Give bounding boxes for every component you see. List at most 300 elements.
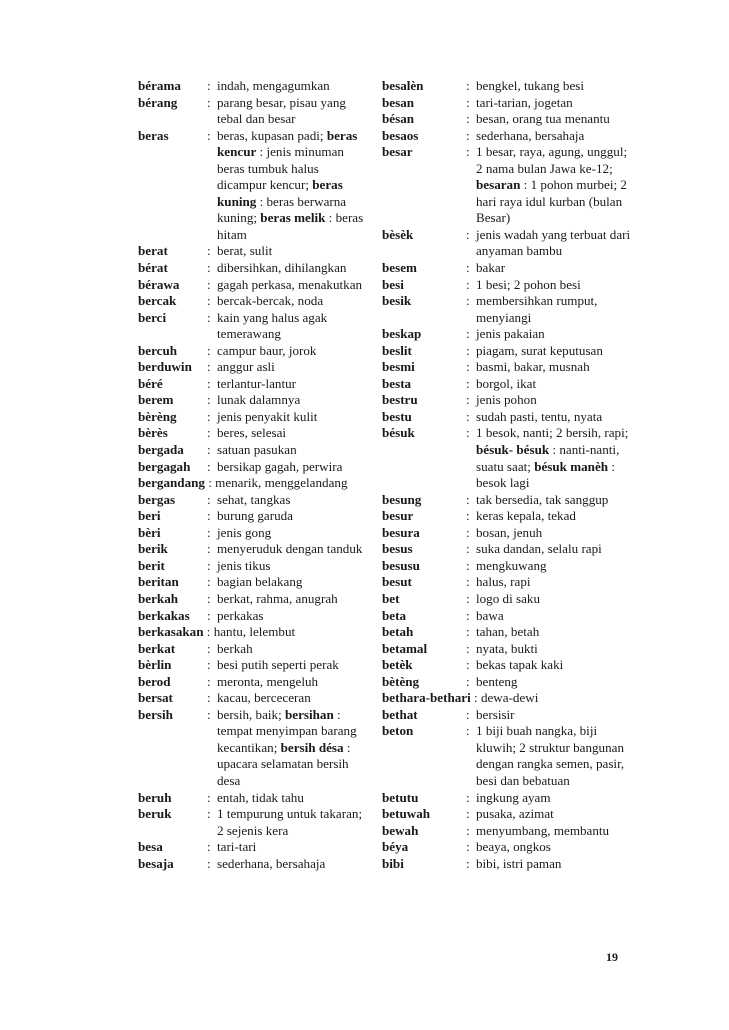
dictionary-entry	[138, 856, 370, 873]
entry-separator: :	[207, 375, 211, 391]
entry-definition: lunak dalamnya	[217, 392, 301, 408]
entry-definition: pusaka, azimat	[476, 806, 554, 822]
entry-definition: keras kepala, tekad	[476, 508, 576, 524]
entry-definition: bibi, istri paman	[476, 855, 562, 871]
entry-definition: jenis wadah yang terbuat dari anyaman bambu	[476, 226, 631, 259]
definition-text: beras, kupasan padi;	[217, 127, 327, 143]
dictionary-entry	[382, 574, 632, 591]
dictionary-entry	[138, 310, 370, 343]
entry-separator: :	[466, 508, 470, 524]
dictionary-entry	[138, 425, 370, 442]
entry-separator: :	[207, 293, 211, 309]
entry-separator: :	[466, 127, 470, 143]
dictionary-entry	[382, 111, 632, 128]
entry-separator: :	[466, 806, 470, 822]
entry-headword: bèsèk	[382, 226, 414, 242]
definition-text: : upacara selamatan bersih desa	[217, 739, 351, 788]
entry-separator: :	[466, 491, 470, 507]
entry-definition: jenis gong	[217, 524, 272, 540]
dictionary-entry	[382, 508, 632, 525]
definition-text: : nanti-nanti, suatu saat;	[476, 442, 620, 474]
entry-headword: beritan	[138, 574, 179, 590]
headword-text: berkasakan	[138, 624, 204, 640]
entry-headword: berci	[138, 309, 167, 325]
dictionary-entry	[138, 657, 370, 674]
entry-headword: bérang	[138, 94, 178, 110]
dictionary-entry	[138, 641, 370, 658]
dictionary-entry	[382, 293, 632, 326]
entry-headword: berem	[138, 392, 174, 408]
entry-definition: meronta, mengeluh	[217, 673, 319, 689]
dictionary-entry	[382, 525, 632, 542]
entry-headword: berat	[138, 243, 168, 259]
dictionary-entry	[382, 856, 632, 873]
definition-text: 1 besok, nanti; 2 bersih, rapi;	[476, 425, 629, 441]
entry-definition: perkakas	[217, 607, 264, 623]
entry-separator: :	[207, 359, 211, 375]
definition-text: : beras hitam	[217, 210, 364, 242]
entry-headword: bercak	[138, 293, 177, 309]
entry-separator: :	[466, 640, 470, 656]
dictionary-entry	[138, 790, 370, 807]
dictionary-entry	[382, 624, 632, 641]
entry-separator: :	[466, 855, 470, 871]
dictionary-entry	[138, 376, 370, 393]
entry-separator: :	[466, 574, 470, 590]
entry-separator: :	[207, 640, 211, 656]
entry-definition: besi putih seperti perak	[217, 657, 339, 673]
dictionary-entry	[382, 823, 632, 840]
entry-headword: bestru	[382, 392, 418, 408]
entry-headword: besem	[382, 260, 417, 276]
entry-definition: dewa-dewi	[480, 690, 539, 706]
entry-headword: besur	[382, 508, 414, 524]
dictionary-entry	[382, 839, 632, 856]
entry-separator: :	[466, 78, 470, 93]
definition-text: bersih, baik;	[217, 706, 286, 722]
entry-definition: jenis penyakit kulit	[217, 408, 318, 424]
dictionary-entry	[382, 392, 632, 409]
entry-definition: hantu, lelembut	[213, 624, 296, 640]
dictionary-entry	[138, 78, 370, 95]
entry-definition: tari-tarian, jogetan	[476, 94, 573, 110]
entry-separator: :	[207, 789, 211, 805]
sub-headword: bésuk manèh	[534, 458, 609, 474]
entry-definition: sederhana, bersahaja	[476, 127, 585, 143]
entry-definition: bercak-bercak, noda	[217, 293, 324, 309]
dictionary-entry	[382, 541, 632, 558]
entry-separator: :	[207, 260, 211, 276]
dictionary-entry	[382, 806, 632, 823]
entry-separator: :	[466, 326, 470, 342]
entry-definition: indah, mengagumkan	[217, 78, 330, 93]
dictionary-entry	[138, 409, 370, 426]
dictionary-entry	[138, 624, 370, 641]
entry-separator: :	[207, 491, 211, 507]
entry-separator: :	[466, 94, 470, 110]
dictionary-entry	[138, 574, 370, 591]
entry-definition: menarik, menggelandang	[215, 475, 348, 491]
entry-separator: :	[207, 78, 211, 93]
entry-separator: :	[466, 293, 470, 309]
sub-headword: bersih désa	[280, 739, 344, 755]
dictionary-entry	[138, 541, 370, 558]
entry-headword: bercuh	[138, 342, 178, 358]
entry-headword: besik	[382, 293, 412, 309]
definition-text: 1 besar, raya, agung, unggul; 2 nama bulan Jawa ke-12;	[476, 144, 628, 176]
entry-separator: :	[466, 657, 470, 673]
entry-headword: besi	[382, 276, 404, 292]
entry-headword: besan	[382, 94, 415, 110]
entry-headword: besta	[382, 375, 412, 391]
entry-headword: beskap	[382, 326, 422, 342]
entry-headword: besus	[382, 541, 413, 557]
entry-separator: :	[207, 690, 211, 706]
entry-headword: berkah	[138, 590, 179, 606]
entry-headword: bergas	[138, 491, 176, 507]
entry-definition: piagam, surat keputusan	[476, 342, 603, 358]
entry-definition: menyeruduk dengan tanduk	[217, 541, 363, 557]
entry-headword: bèrès	[138, 425, 168, 441]
entry-separator: :	[466, 607, 470, 623]
entry-separator: :	[207, 706, 211, 722]
dictionary-entry	[382, 558, 632, 575]
left-column	[138, 78, 370, 872]
sub-headword: beras melik	[260, 210, 326, 226]
entry-definition: sehat, tangkas	[217, 491, 291, 507]
entry-separator: :	[207, 508, 211, 524]
dictionary-entry	[138, 591, 370, 608]
dictionary-entry	[138, 392, 370, 409]
entry-headword: bersat	[138, 690, 173, 706]
entry-separator: :	[466, 276, 470, 292]
entry-headword: bestu	[382, 408, 412, 424]
entry-definition: bosan, jenuh	[476, 524, 543, 540]
definition-text: : tempat menyimpan barang kecantikan;	[217, 706, 357, 755]
entry-headword: beta	[382, 607, 407, 623]
entry-headword: béya	[382, 839, 409, 855]
entry-separator: :	[466, 590, 470, 606]
entry-separator: :	[466, 822, 470, 838]
dictionary-entry	[382, 690, 632, 707]
entry-separator: :	[207, 408, 211, 424]
entry-definition	[476, 425, 632, 491]
entry-separator: :	[207, 839, 211, 855]
dictionary-entry	[138, 260, 370, 277]
entry-definition: bakar	[476, 260, 506, 276]
entry-definition: bersikap gagah, perwira	[217, 458, 343, 474]
entry-definition: anggur asli	[217, 359, 275, 375]
entry-headword: besung	[382, 491, 422, 507]
entry-separator: :	[466, 260, 470, 276]
entry-definition: ingkung ayam	[476, 789, 551, 805]
entry-definition: tak bersedia, tak sanggup	[476, 491, 609, 507]
entry-headword: besusu	[382, 557, 420, 573]
entry-definition: gagah perkasa, menakutkan	[217, 276, 363, 292]
entry-definition: satuan pasukan	[217, 442, 297, 458]
entry-definition: berkat, rahma, anugrah	[217, 590, 338, 606]
entry-headword: bibi	[382, 855, 404, 871]
dictionary-entry	[138, 558, 370, 575]
entry-separator: :	[207, 425, 211, 441]
dictionary-entry	[138, 95, 370, 128]
right-column	[382, 78, 632, 872]
entry-headword: bérawa	[138, 276, 180, 292]
entry-headword: betuwah	[382, 806, 431, 822]
entry-separator: :	[466, 624, 470, 640]
entry-definition: sudah pasti, tentu, nyata	[476, 408, 603, 424]
entry-headword: bèri	[138, 524, 161, 540]
headword-text: bergandang	[138, 475, 205, 491]
entry-headword: beruk	[138, 806, 172, 822]
entry-definition: borgol, ikat	[476, 375, 537, 391]
entry-headword: berit	[138, 557, 165, 573]
dictionary-entry	[138, 343, 370, 360]
entry-definition: bawa	[476, 607, 504, 623]
entry-definition: tari-tari	[217, 839, 257, 855]
dictionary-entry	[382, 608, 632, 625]
sub-headword: bésuk- bésuk	[476, 442, 550, 458]
entry-definition: suka dandan, selalu rapi	[476, 541, 602, 557]
entry-definition: tahan, betah	[476, 624, 540, 640]
entry-headword: bergandang : menarik, menggelandang	[138, 475, 348, 491]
sub-headword: besaran	[476, 177, 521, 193]
entry-separator: :	[207, 442, 211, 458]
definition-text: : 1 pohon murbei; 2 hari raya idul kurban (bulan Besar)	[476, 177, 627, 226]
dictionary-entry	[138, 674, 370, 691]
dictionary-entry	[382, 95, 632, 112]
entry-definition: beres, selesai	[217, 425, 287, 441]
entry-definition: benteng	[476, 673, 518, 689]
dictionary-entry	[138, 839, 370, 856]
dictionary-entry	[382, 78, 632, 95]
entry-separator: :	[466, 392, 470, 408]
entry-headword: berik	[138, 541, 168, 557]
entry-headword: betah	[382, 624, 414, 640]
dictionary-entry	[382, 227, 632, 260]
dictionary-entry	[138, 508, 370, 525]
entry-headword: bésan	[382, 111, 415, 127]
dictionary-entry	[382, 657, 632, 674]
dictionary-entry	[138, 359, 370, 376]
dictionary-entry	[138, 525, 370, 542]
entry-headword: bèrèng	[138, 408, 177, 424]
entry-definition: bersisir	[476, 706, 515, 722]
entry-separator: :	[466, 524, 470, 540]
entry-separator: :	[207, 94, 211, 110]
dictionary-entry	[138, 492, 370, 509]
entry-definition: bengkel, tukang besi	[476, 78, 584, 93]
entry-definition: entah, tidak tahu	[217, 789, 304, 805]
definition-text: : beras berwarna kuning;	[217, 193, 347, 226]
entry-definition: basmi, bakar, musnah	[476, 359, 590, 375]
dictionary-entry	[382, 723, 632, 789]
dictionary-entry	[138, 293, 370, 310]
sub-headword: bersihan	[285, 706, 334, 722]
entry-definition: berkah	[217, 640, 253, 656]
entry-separator: :	[207, 127, 211, 143]
entry-separator: :	[207, 590, 211, 606]
entry-definition	[217, 128, 370, 244]
entry-separator: :	[207, 392, 211, 408]
entry-headword: betèk	[382, 657, 413, 673]
entry-definition: terlantur-lantur	[217, 375, 296, 391]
dictionary-entry	[382, 409, 632, 426]
entry-separator: :	[466, 541, 470, 557]
entry-headword: betamal	[382, 640, 428, 656]
entry-definition: membersihkan rumput, menyiangi	[476, 293, 598, 325]
entry-headword: besaja	[138, 855, 174, 871]
entry-separator: :	[466, 342, 470, 358]
dictionary-entry	[382, 144, 632, 227]
entry-headword: beton	[382, 723, 414, 739]
entry-separator: :	[466, 557, 470, 573]
entry-definition: besan, orang tua menantu	[476, 111, 610, 127]
dictionary-entry	[382, 128, 632, 145]
page-number: 19	[606, 950, 618, 964]
dictionary-entry	[382, 359, 632, 376]
dictionary-entry	[382, 641, 632, 658]
dictionary-entry	[138, 475, 370, 492]
dictionary-entry	[138, 806, 370, 839]
entry-definition: bekas tapak kaki	[476, 657, 564, 673]
entry-separator: :	[207, 309, 211, 325]
entry-headword: besura	[382, 524, 420, 540]
definition-text: : jenis minuman beras tumbuk halus dicampur kencur;	[217, 144, 344, 193]
dictionary-entry	[138, 707, 370, 790]
entry-headword: bérama	[138, 78, 181, 93]
entry-separator: :	[207, 673, 211, 689]
entry-separator: :	[207, 524, 211, 540]
dictionary-entry	[138, 608, 370, 625]
entry-definition: halus, rapi	[476, 574, 531, 590]
entry-definition: campur baur, jorok	[217, 342, 317, 358]
entry-definition: logo di saku	[476, 590, 541, 606]
dictionary-entry	[382, 277, 632, 294]
entry-headword: berduwin	[138, 359, 192, 375]
entry-definition: sederhana, bersahaja	[217, 855, 326, 871]
dictionary-entry	[138, 277, 370, 294]
entry-headword: berod	[138, 673, 171, 689]
entry-headword: berkat	[138, 640, 176, 656]
entry-separator: :	[207, 243, 211, 259]
entry-separator: :	[207, 855, 211, 871]
dictionary-entry	[382, 260, 632, 277]
entry-headword: besmi	[382, 359, 415, 375]
entry-headword: beras	[138, 127, 169, 143]
dictionary-entry	[382, 326, 632, 343]
dictionary-entry	[138, 690, 370, 707]
dictionary-entry	[382, 674, 632, 691]
dictionary-entry	[138, 243, 370, 260]
entry-headword: besalèn	[382, 78, 424, 93]
entry-headword: bergada	[138, 442, 184, 458]
entry-headword: besa	[138, 839, 163, 855]
entry-headword: bergagah	[138, 458, 191, 474]
entry-definition: kacau, berceceran	[217, 690, 311, 706]
dictionary-entry	[382, 591, 632, 608]
entry-definition: beaya, ongkos	[476, 839, 551, 855]
entry-definition: burung garuda	[217, 508, 293, 524]
entry-headword: bethat	[382, 706, 418, 722]
entry-definition: 1 biji buah nangka, biji kluwih; 2 struktur bangunan dengan rangka semen, pasir, besi dan bebatuan	[476, 723, 625, 788]
dictionary-entry	[382, 492, 632, 509]
sub-headword: beras kencur	[217, 127, 358, 160]
entry-headword: beri	[138, 508, 161, 524]
entry-headword: bèrlin	[138, 657, 172, 673]
dictionary-entry	[382, 790, 632, 807]
entry-headword: bethara-bethari : dewa-dewi	[382, 690, 539, 706]
entry-definition	[476, 144, 632, 227]
entry-definition: 1 besi; 2 pohon besi	[476, 276, 581, 292]
entry-definition: jenis pakaian	[476, 326, 545, 342]
entry-separator: :	[466, 789, 470, 805]
entry-headword: bètèng	[382, 673, 420, 689]
dictionary-entry	[138, 459, 370, 476]
entry-headword: bewah	[382, 822, 419, 838]
dictionary-entry	[138, 442, 370, 459]
entry-headword: béré	[138, 375, 163, 391]
entry-definition: bagian belakang	[217, 574, 303, 590]
entry-definition: berat, sulit	[217, 243, 273, 259]
entry-definition: mengkuwang	[476, 557, 547, 573]
entry-separator: :	[207, 276, 211, 292]
entry-separator: :	[466, 375, 470, 391]
entry-separator: :	[207, 574, 211, 590]
definition-text: : besok lagi	[476, 458, 615, 491]
dictionary-entry	[382, 343, 632, 360]
entry-headword: bersih	[138, 706, 173, 722]
dictionary-entry	[138, 128, 370, 244]
entry-separator: :	[207, 657, 211, 673]
entry-separator: :	[207, 541, 211, 557]
entry-separator: :	[207, 458, 211, 474]
entry-separator: :	[207, 342, 211, 358]
entry-separator: :	[466, 673, 470, 689]
entry-separator: :	[466, 408, 470, 424]
entry-headword: bet	[382, 590, 400, 606]
entry-separator: :	[466, 226, 470, 242]
entry-definition: nyata, bukti	[476, 640, 538, 656]
entry-headword: besaos	[382, 127, 419, 143]
dictionary-entry	[382, 376, 632, 393]
entry-definition	[217, 707, 370, 790]
dictionary-entry	[382, 707, 632, 724]
entry-headword: berkasakan : hantu, lelembut	[138, 624, 296, 640]
entry-headword: betutu	[382, 789, 419, 805]
entry-separator: :	[466, 359, 470, 375]
entry-separator: :	[466, 706, 470, 722]
entry-separator: :	[207, 607, 211, 623]
entry-headword: bérat	[138, 260, 168, 276]
entry-separator: :	[466, 144, 470, 160]
dictionary-entry	[382, 425, 632, 491]
sub-headword: beras kuning	[217, 177, 343, 209]
entry-separator: :	[466, 111, 470, 127]
entry-separator: :	[466, 839, 470, 855]
entry-definition: jenis pohon	[476, 392, 537, 408]
entry-headword: besut	[382, 574, 412, 590]
entry-definition: jenis tikus	[217, 557, 271, 573]
entry-separator: :	[207, 806, 211, 822]
entry-headword: besar	[382, 144, 413, 160]
entry-separator: :	[207, 557, 211, 573]
headword-text: bethara-bethari	[382, 690, 471, 706]
entry-separator: :	[466, 723, 470, 739]
entry-headword: berkakas	[138, 607, 190, 623]
entry-definition: dibersihkan, dihilangkan	[217, 260, 347, 276]
entry-headword: beslit	[382, 342, 412, 358]
